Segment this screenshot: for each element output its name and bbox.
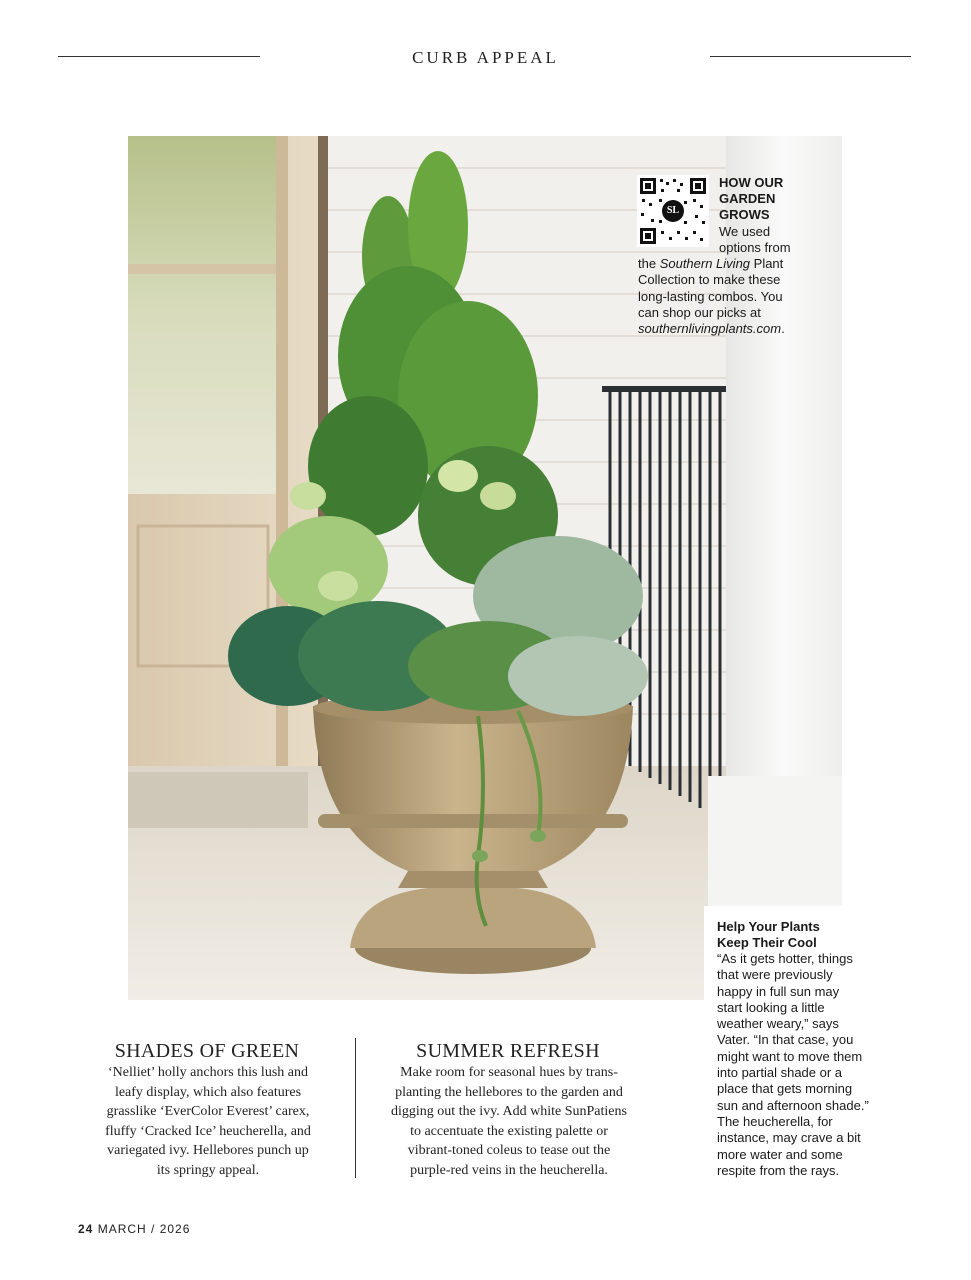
sidebar-body-line bbox=[638, 321, 818, 337]
tip-line: weather weary,” says bbox=[717, 1016, 839, 1032]
tip-line: happy in full sun may bbox=[717, 983, 840, 999]
sidebar-body-line: options from bbox=[719, 240, 791, 256]
line-italic: Southern Living bbox=[659, 256, 751, 271]
summer-refresh-body bbox=[378, 1063, 640, 1181]
line-text: Plant bbox=[750, 256, 784, 271]
body-line: purple-red veins in the heucherella. bbox=[410, 1162, 608, 1178]
tip-heading-line: Keep Their Cool bbox=[717, 935, 817, 950]
body-line: planting the hellebores to the garden and bbox=[395, 1084, 623, 1100]
tip-line: might want to move them bbox=[717, 1048, 863, 1064]
body-line: digging out the ivy. Add white SunPatiens bbox=[391, 1104, 627, 1120]
tip-body bbox=[717, 951, 882, 1179]
body-line: to accentuate the existing palette or bbox=[410, 1123, 608, 1139]
section-title: CURB APPEAL bbox=[412, 48, 559, 67]
tip-line: more water and some bbox=[717, 1146, 843, 1162]
tip-line: Vater. “In that case, you bbox=[717, 1032, 854, 1048]
sidebar-body-b bbox=[638, 256, 818, 337]
line-text: . bbox=[781, 321, 785, 337]
tip-line: place that gets morning bbox=[717, 1081, 853, 1097]
tip-line: respite from the rays. bbox=[717, 1162, 840, 1178]
body-line: its springy appeal. bbox=[156, 1162, 260, 1178]
qr-code[interactable] bbox=[637, 175, 709, 247]
line-text: the bbox=[638, 256, 660, 271]
tip-line: instance, may crave a bit bbox=[717, 1130, 861, 1146]
sidebar-heading-line: HOW OUR bbox=[719, 175, 784, 190]
tip-line: that were previously bbox=[717, 967, 833, 983]
sidebar-body-a bbox=[719, 224, 809, 257]
shades-of-green-body bbox=[77, 1063, 339, 1181]
column-divider bbox=[355, 1038, 356, 1178]
tip-heading-line: Help Your Plants bbox=[717, 919, 820, 934]
tip-line: sun and afternoon shade.” bbox=[717, 1097, 869, 1113]
sidebar-heading-line: GARDEN bbox=[719, 191, 776, 206]
sidebar-body-line: We used bbox=[719, 224, 771, 239]
body-line: Make room for seasonal hues by trans- bbox=[400, 1065, 618, 1080]
tip-heading bbox=[717, 919, 877, 951]
body-line: variegated ivy. Hellebores punch up bbox=[107, 1143, 309, 1159]
shades-of-green-heading: SHADES OF GREEN bbox=[114, 1040, 300, 1062]
sidebar-heading bbox=[719, 175, 799, 223]
tip-line: start looking a little bbox=[717, 999, 825, 1015]
header-rule-right bbox=[710, 56, 911, 57]
body-line: fluffy ‘Cracked Ice’ heucherella, and bbox=[105, 1123, 311, 1139]
sidebar-body-line: Collection to make these bbox=[638, 272, 781, 288]
sidebar-body-line: can shop our picks at bbox=[638, 304, 761, 320]
body-line: vibrant-toned coleus to tease out the bbox=[407, 1143, 611, 1159]
sidebar-heading-line: GROWS bbox=[719, 207, 770, 222]
body-line: ‘Nelliet’ holly anchors this lush and bbox=[108, 1065, 308, 1080]
issue-date: MARCH / 2026 bbox=[97, 1222, 191, 1236]
website-link[interactable]: southernlivingplants.com bbox=[638, 321, 782, 337]
sidebar-body-line: long-lasting combos. You bbox=[638, 288, 783, 304]
sidebar-body-line bbox=[638, 256, 818, 272]
page-number: 24 bbox=[78, 1222, 94, 1236]
qr-logo: SL bbox=[666, 205, 680, 216]
body-line: leafy display, which also features bbox=[114, 1084, 302, 1100]
body-line: grasslike ‘EverColor Everest’ carex, bbox=[106, 1104, 310, 1120]
tip-line: into partial shade or a bbox=[717, 1065, 843, 1081]
summer-refresh-heading: SUMMER REFRESH bbox=[416, 1040, 600, 1062]
page-folio bbox=[78, 1222, 190, 1236]
tip-line: The heucherella, for bbox=[717, 1113, 833, 1129]
tip-line: “As it gets hotter, things bbox=[717, 951, 853, 966]
